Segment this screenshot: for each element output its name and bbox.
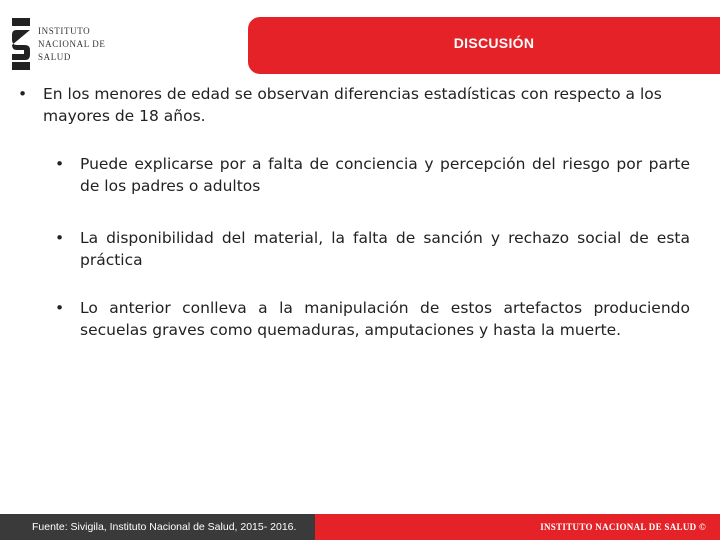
institute-logo — [10, 18, 120, 70]
logo-line: NACIONAL DE — [38, 39, 106, 49]
sub-bullet-text: Puede explicarse por a falta de conciencia y percepción del riesgo por parte de los padres o adultos — [80, 155, 690, 195]
slide-title: DISCUSIÓN — [453, 35, 535, 51]
sub-bullet-text: Lo anterior conlleva a la manipulación de estos artefactos produciendo secuelas graves como quemaduras, amputaciones y hasta la muerte. — [80, 299, 690, 339]
bullet-marker: • — [55, 155, 65, 173]
logo-line: INSTITUTO — [38, 26, 91, 36]
bullet-marker: • — [18, 85, 28, 103]
footer-brand: INSTITUTO NACIONAL DE SALUD © — [540, 522, 706, 532]
footer-bar — [0, 514, 720, 540]
logo-line: SALUD — [38, 52, 72, 62]
bullet-marker: • — [55, 229, 65, 247]
header-banner — [248, 17, 720, 74]
sub-bullet-text: La disponibilidad del material, la falta de sanción y rechazo social de esta práctica — [80, 229, 690, 269]
bullet-marker: • — [55, 299, 65, 317]
main-bullet-text: En los menores de edad se observan diferencias estadísticas con respecto a los mayores de 18 años. — [43, 85, 662, 125]
logo-wordmark — [38, 25, 106, 64]
source-note: Fuente: Sivigila, Instituto Nacional de Salud, 2015- 2016. — [0, 514, 315, 540]
ins-logo-icon — [10, 18, 32, 70]
